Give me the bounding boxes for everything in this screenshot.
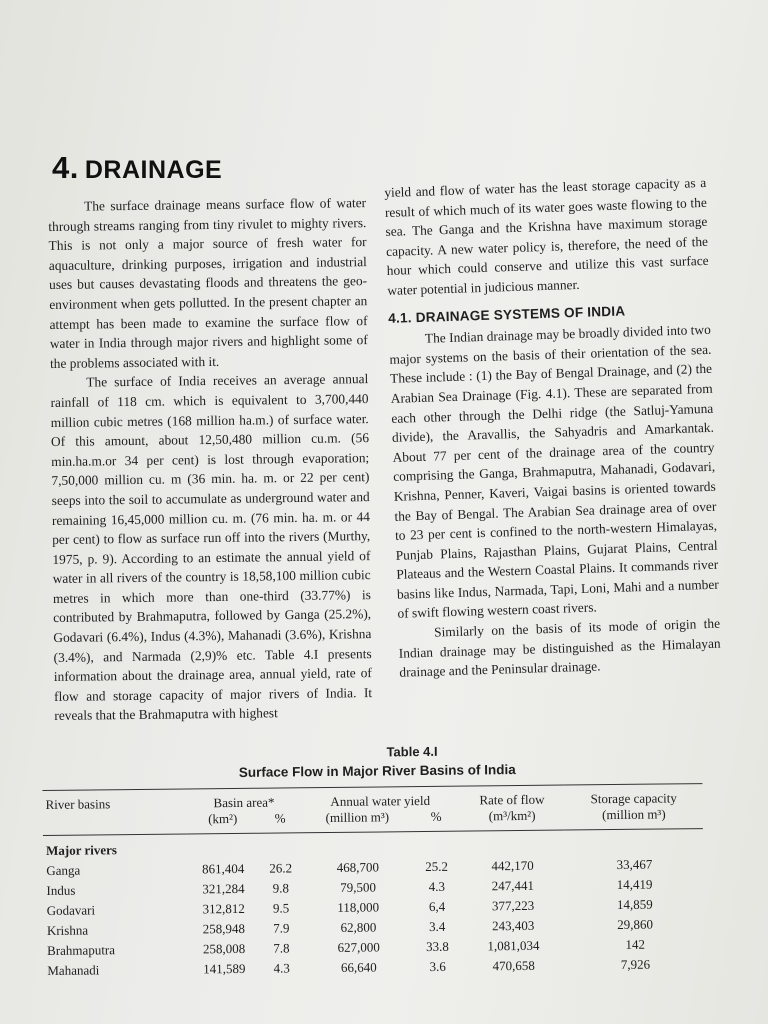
table-title: Surface Flow in Major River Basins of India: [238, 762, 516, 780]
cell-yield: 66,640: [340, 959, 377, 975]
cell-river-name: Ganga: [46, 862, 81, 878]
chapter-title: DRAINAGE: [84, 156, 223, 184]
rainfall-paragraph: The surface of India receives an average annual rainfall of 118 cm. which is equivalent to 3,700,440 million cubic metres (168 million ha.m.) of surface water. Of this amount, about 12,50,480 million cu.m. (56 min.ha.m.or 34 per cent) is lost through evaporation; 7,50,000 million cu. m (36 min. ha. m. or 22 per cent) seeps into the soil to accumulate as underground water and remaining 16,45,000 million cu. m. (76 min. ha. m. or 44 per cent) to flow as surface run off into the rivers (Murthy, 1975, p. 9). According to an estimate the annual yield of water in all rivers of the country is 18,58,100 million cubic metres in which more than one-third (33.77%) is contributed by Brahmaputra, followed by Ganga (25.2%), Godavari (6.4%), Indus (4.3%), Mahanadi (3.6%), Krishna (3.4%), and Narmada (2,9)% etc. Table 4.I presents information about the drainage area, annual yield, rate of flow and storage capacity of major rivers of India. It reveals that the Brahmaputra with highest: [50, 371, 373, 724]
header-storage-capacity: Storage capacity: [565, 784, 703, 808]
cell-area: 312,812: [202, 900, 245, 917]
header-unit-km2: (km²): [187, 811, 259, 834]
header-blank: [43, 811, 187, 835]
header-river-basins: River basins: [42, 789, 186, 813]
cell-yield-pct: 3.6: [429, 958, 446, 974]
cell-yield-pct: 3.4: [429, 918, 446, 934]
cell-area-pct: 9.5: [272, 900, 290, 916]
cell-river-name: Brahmaputra: [47, 942, 116, 958]
origin-paragraph: Similarly on the basis of its mode of origin the Indian drainage may be distinguished as the Himalayan drainage and the Peninsular drainage.: [398, 615, 721, 681]
surface-flow-table: [42, 783, 704, 981]
cell-area-pct: 26.2: [269, 860, 293, 876]
header-area-pct: %: [259, 810, 302, 833]
cell-river-name: Godavari: [46, 902, 96, 918]
cell-area: 258,008: [202, 940, 246, 957]
header-unit-million-m3-storage: (million m³): [565, 806, 703, 830]
cell-storage: 14,859: [616, 896, 653, 912]
cell-storage: 29,860: [617, 916, 653, 932]
cell-flow: 442,170: [491, 857, 534, 874]
cell-storage: 142: [625, 936, 646, 952]
cell-flow: 1,081,034: [487, 937, 540, 954]
cell-storage: 33,467: [616, 856, 653, 872]
show-through-text: [60, 52, 700, 152]
cell-yield: 627,000: [337, 939, 380, 955]
chapter-number: 4.: [52, 150, 79, 185]
cell-storage: 14,419: [616, 876, 653, 892]
cell-yield: 118,000: [337, 899, 380, 915]
cell-river-name: Mahanadi: [47, 962, 100, 978]
cell-flow: 470,658: [492, 957, 535, 974]
cell-yield-pct: 4.3: [428, 878, 446, 894]
header-rate-of-flow: Rate of flow: [459, 785, 565, 809]
cell-river-name: Indus: [46, 882, 76, 898]
cell-area: 258,948: [202, 920, 246, 937]
cell-area: 321,284: [202, 880, 245, 897]
section-heading: 4.1. DRAINAGE SYSTEMS OF INDIA: [388, 303, 626, 326]
chapter-heading: [52, 150, 222, 186]
cell-yield: 79,500: [340, 879, 376, 895]
cell-yield-pct: 25.2: [425, 858, 449, 874]
table-label: Table 4.I: [386, 743, 438, 760]
cell-flow: 377,223: [491, 897, 535, 914]
right-column: [384, 173, 722, 683]
drainage-systems-paragraph: The Indian drainage may be broadly divided into two major systems on the basis of their orientation of the sea. These include : (1) the Bay of Bengal Drainage, and (2) the Arabian Sea Drainage (Fig. 4.1). These are separated from each other through the Delhi ridge (the Satluj-Yamuna divide), the Aravallis, the Sahyadris and Amarkantak. About 77 per cent of the drainage area of the country comprising the Ganga, Brahmaputra, Mahanadi, Godavari, Krishna, Penner, Kaveri, Vaigai basins is oriented towards the Bay of Bengal. The Arabian Sea drainage area of over to 23 per cent is confined to the north-western Himalayas, Punjab Plains, Rajasthan Plains, Gujarat Plains, Central Plateaus and the Western Coastal Plains. It commands river basins like Indus, Narmada, Tapi, Loni, Mahi and a number of swift flowing western coast rivers.: [389, 321, 719, 622]
header-basin-area: Basin area*: [186, 788, 301, 812]
header-unit-m3-km2: (m³/km²): [459, 808, 565, 832]
header-annual-yield: Annual water yield: [301, 786, 459, 810]
continued-paragraph: yield and flow of water has the least storage capacity as a result of which much of its water goes waste flowing to the sea. The Ganga and the Krishna have maximum storage capacity. A new water policy is, therefore, the need of the hour which could conserve and utilize this vast surface water potential in judicious manner.: [384, 174, 709, 298]
cell-area-pct: 7.8: [273, 940, 290, 956]
cell-area-pct: 4.3: [273, 960, 290, 976]
header-yield-pct: %: [413, 809, 459, 832]
left-column: [48, 193, 372, 726]
group-label: Major rivers: [45, 842, 118, 858]
cell-yield-pct: 6,4: [428, 898, 446, 914]
cell-yield: 468,700: [336, 859, 380, 875]
cell-area-pct: 9.8: [272, 880, 290, 896]
header-unit-million-m3: (million m³): [302, 809, 414, 833]
cell-area-pct: 7.9: [273, 920, 290, 936]
cell-yield: 62,800: [340, 919, 377, 935]
cell-yield-pct: 33.8: [426, 938, 449, 954]
intro-paragraph: The surface drainage means surface flow of water through streams ranging from tiny rivulet to mighty rivers. This is not only a major source of fresh water for aquaculture, drinking purposes, irrigation and industrial uses but causes devastating floods and threatens the geo-environment when gets pollutted. In the present chapter an attempt has been made to examine the surface flow of water in India through major rivers and highlight some of the problems associated with it.: [48, 195, 368, 371]
cell-flow: 243,403: [492, 917, 535, 934]
cell-storage: 7,926: [620, 956, 651, 972]
cell-river-name: Krishna: [46, 922, 89, 938]
cell-flow: 247,441: [491, 877, 535, 894]
cell-area: 861,404: [202, 860, 245, 877]
cell-area: 141,589: [203, 960, 246, 977]
surface-flow-table-block: [42, 741, 704, 981]
